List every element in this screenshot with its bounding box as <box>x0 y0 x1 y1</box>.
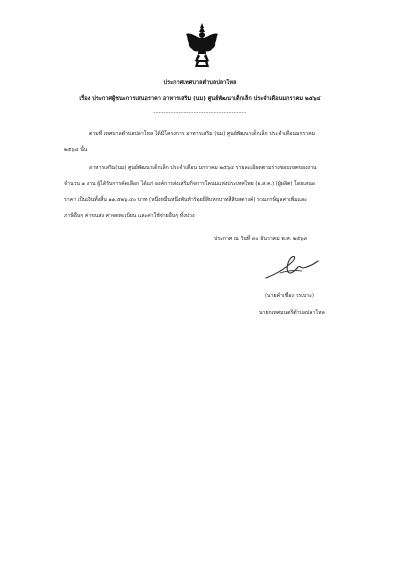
separator-line: ------------------------------------- <box>153 110 247 116</box>
signer-title: นายกเทศมนตรีตำบลปลาโหล <box>259 310 325 316</box>
subject-line: เรื่อง ประกาศผู้ชนะการเสนอราคา อาหารเสริม (นม) ศูนย์พัฒนาเด็กเล็ก ประจำเดือนมกราคม ๒๕๖๔ <box>79 96 321 102</box>
org-title: ประกาศเทศบาลตำบลปลาโหล <box>163 80 237 86</box>
body-line: อาหารเสริม(นม) ศูนย์พัฒนาเด็กเล็ก ประจำเดือน มกราคม ๒๕๖๔ รายละเอียดตามร่างขอบเขตของงาน <box>89 165 317 171</box>
body-line: ตามที่ เทศบาลตำบลปลาโหล ได้มีโครงการ อาหารเสริม (นม) ศูนย์พัฒนาเด็กเล็ก ประจำเดือนมกราคม <box>89 131 316 137</box>
body-line: ภาษีอื่นๆ ค่าขนส่ง ค่าจดทะเบียน และค่าใช้จ่ายอื่นๆ ทั้งปวง <box>64 213 195 219</box>
garuda-emblem-icon <box>185 22 219 68</box>
date-line: ประกาศ ณ วันที่ ๓๐ ธันวาคม พ.ศ. ๒๕๖๓ <box>214 236 308 242</box>
body-line: จำนวน ๑ งาน ผู้ได้รับการคัดเลือก ได้แก่ องค์การส่งเสริมกิจการโคนมแห่งประเทศไทย (อ.ส.ค.) (ผู้ผลิต) โดยเสนอ <box>64 181 315 187</box>
signer-name: (นายคำเชื่อง วรเบาะ) <box>265 293 314 299</box>
body-line: ราคา เป็นเงินทั้งสิ้น ๑๑,๕๒๖.๔๐ บาท (หนึ่งหมื่นหนึ่งพันห้าร้อยยี่สิบหกบาทสี่สิบสตางค์) รวมภาษีมูลค่าเพิ่มและ <box>64 197 307 203</box>
signature-icon <box>262 252 320 282</box>
body-line: ๒๕๖๔ นั้น <box>64 147 88 153</box>
